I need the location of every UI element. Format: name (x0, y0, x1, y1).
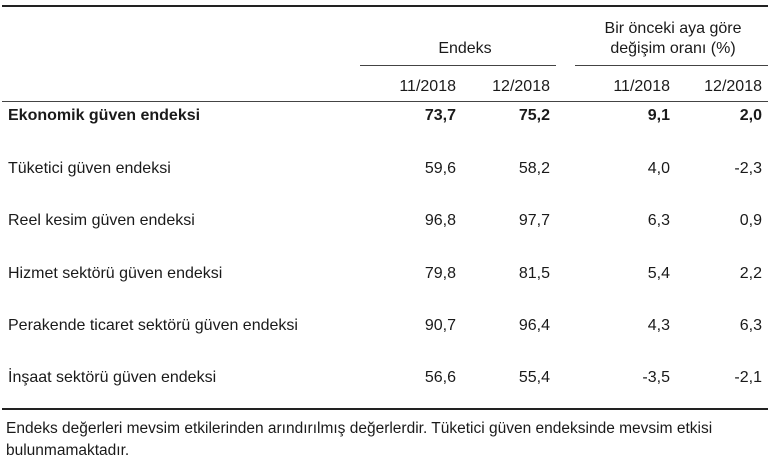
change-group-underline (575, 65, 768, 66)
col-header-endeks-1: 11/2018 (399, 78, 456, 95)
row-change-12-2018: 2,2 (739, 265, 762, 282)
row-label: İnşaat sektörü güven endeksi (8, 369, 217, 386)
row-label: Reel kesim güven endeksi (8, 212, 195, 229)
row-change-12-2018: 2,0 (739, 107, 762, 124)
row-change-12-2018: -2,3 (734, 160, 762, 177)
col-header-change-2: 12/2018 (704, 78, 762, 95)
row-label: Ekonomik güven endeksi (8, 107, 201, 124)
row-value-12-2018: 58,2 (518, 160, 550, 177)
col-header-change-1: 11/2018 (613, 78, 670, 95)
row-value-11-2018: 59,6 (424, 160, 456, 177)
row-label: Tüketici güven endeksi (8, 160, 171, 177)
row-label: Perakende ticaret sektörü güven endeksi (8, 317, 298, 334)
row-change-11-2018: 6,3 (647, 212, 670, 229)
row-value-12-2018: 96,4 (518, 317, 550, 334)
row-change-12-2018: 6,3 (739, 317, 762, 334)
row-change-12-2018: 0,9 (739, 212, 762, 229)
row-value-12-2018: 81,5 (518, 265, 550, 282)
row-value-11-2018: 96,8 (424, 212, 456, 229)
row-label: Hizmet sektörü güven endeksi (8, 265, 223, 282)
row-value-11-2018: 73,7 (424, 107, 456, 124)
row-value-12-2018: 75,2 (518, 107, 550, 124)
row-value-11-2018: 56,6 (424, 369, 456, 386)
table-top-rule (2, 5, 768, 7)
row-value-11-2018: 90,7 (424, 317, 456, 334)
row-value-12-2018: 55,4 (518, 369, 550, 386)
row-change-12-2018: -2,1 (734, 369, 762, 386)
change-group-header-line1: Bir önceki aya göre (604, 20, 742, 37)
row-change-11-2018: -3,5 (642, 369, 670, 386)
row-change-11-2018: 4,3 (647, 317, 670, 334)
endeks-group-header: Endeks (438, 40, 492, 57)
change-group-header-line2: değişim oranı (%) (610, 40, 736, 57)
row-value-12-2018: 97,7 (518, 212, 550, 229)
table-bottom-rule (2, 408, 768, 410)
endeks-group-underline (360, 65, 556, 66)
row-value-11-2018: 79,8 (424, 265, 456, 282)
header-bottom-rule (2, 101, 768, 102)
row-change-11-2018: 5,4 (647, 265, 670, 282)
row-change-11-2018: 9,1 (647, 107, 670, 124)
row-change-11-2018: 4,0 (647, 160, 670, 177)
col-header-endeks-2: 12/2018 (492, 78, 550, 95)
footnote: Endeks değerleri mevsim etkilerinden arındırılmış değerlerdir. Tüketici güven endeksinde mevsim etkisi bulunmamaktadır. (6, 420, 713, 459)
